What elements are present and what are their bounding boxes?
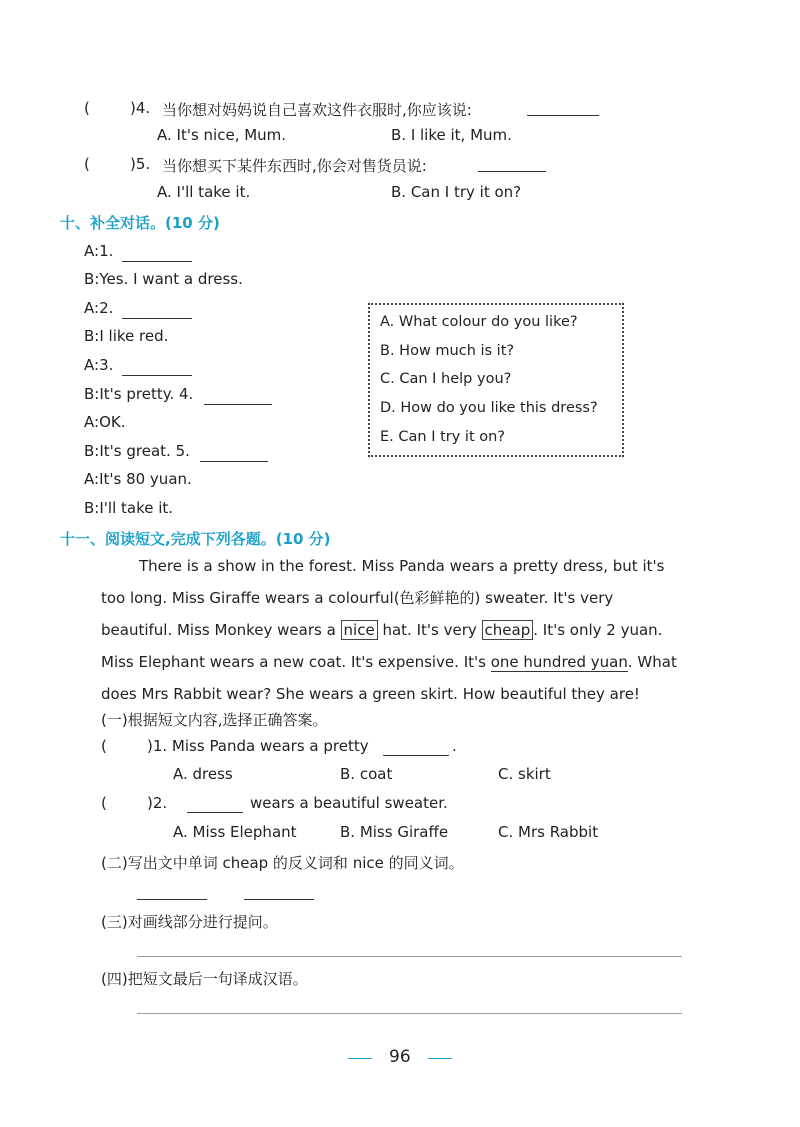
dialog-line: A:2. (84, 299, 114, 317)
antonym-blank[interactable] (137, 885, 207, 900)
answer-line-3[interactable] (137, 956, 682, 957)
page-number-dash-right (428, 1058, 452, 1059)
answer-line-4[interactable] (137, 1013, 682, 1014)
q4-number: )4. (130, 99, 151, 117)
r1-question: )1. Miss Panda wears a pretty (147, 737, 369, 755)
q5-blank[interactable] (478, 157, 546, 172)
part-3-title: (三)对画线部分进行提问。 (101, 913, 278, 931)
q4-blank[interactable] (527, 101, 599, 116)
q5-option-b: B. Can I try it on? (391, 183, 522, 201)
section-11-title: 十一、阅读短文,完成下列各题。(10 分) (60, 530, 331, 548)
r2-option-a: A. Miss Elephant (173, 823, 297, 841)
r1-paren: ( (101, 737, 107, 755)
dialog-line: A:It's 80 yuan. (84, 470, 192, 488)
r2-option-c: C. Mrs Rabbit (498, 823, 599, 841)
option-item: E. Can I try it on? (380, 429, 505, 445)
q5-number: )5. (130, 155, 151, 173)
q5-paren: ( (84, 155, 90, 173)
q5-text: 当你想买下某件东西时,你会对售货员说: (162, 157, 427, 175)
q4-option-a: A. It's nice, Mum. (157, 126, 287, 144)
r2-option-b: B. Miss Giraffe (340, 823, 449, 841)
dialog-line: A:OK. (84, 413, 126, 431)
passage-text: There is a show in the forest. Miss Panda wears a pretty dress, but it's too long. Miss Giraffe wears a colourful(色彩鲜艳的) sweater. It's very beautiful. Miss Monkey wears a (101, 557, 665, 639)
passage-text: hat. It's very (377, 621, 482, 639)
r1-option-b: B. coat (340, 765, 393, 783)
r1-option-c: C. skirt (498, 765, 551, 783)
dialog-blank-3[interactable] (122, 361, 192, 376)
part-4-title: (四)把短文最后一句译成汉语。 (101, 970, 308, 988)
word-cheap: cheap (482, 620, 534, 640)
page-number: 96 (389, 1047, 411, 1067)
option-item: A. What colour do you like? (380, 314, 578, 330)
part-1-title: (一)根据短文内容,选择正确答案。 (101, 711, 328, 729)
option-item: B. How much is it? (380, 343, 515, 359)
option-item: D. How do you like this dress? (380, 400, 598, 416)
passage-text: . It's only 2 yuan. Miss Elephant wears a new coat. It's expensive. It's (101, 621, 663, 671)
dialog-line: B:I like red. (84, 327, 169, 345)
passage-text: . What does Mrs Rabbit wear? She wears a green skirt. How beautiful they are! (101, 653, 677, 703)
part-2-title: (二)写出文中单词 cheap 的反义词和 nice 的同义词。 (101, 854, 464, 872)
word-nice: nice (341, 620, 378, 640)
underlined-price: one hundred yuan (490, 653, 628, 671)
q4-option-b: B. I like it, Mum. (391, 126, 512, 144)
options-box (368, 303, 624, 457)
dialog-line: A:3. (84, 356, 114, 374)
r2-blank[interactable] (187, 798, 243, 813)
r1-end: . (452, 737, 457, 755)
page-number-dash-left (348, 1058, 372, 1059)
dialog-line: B:I'll take it. (84, 499, 174, 517)
dialog-blank-2[interactable] (122, 304, 192, 319)
r2-question: )2. (147, 794, 168, 812)
q4-paren: ( (84, 99, 90, 117)
dialog-line: A:1. (84, 242, 114, 260)
q4-text: 当你想对妈妈说自己喜欢这件衣服时,你应该说: (162, 101, 472, 119)
dialog-blank-4[interactable] (204, 390, 272, 405)
synonym-blank[interactable] (244, 885, 314, 900)
r2-rest: wears a beautiful sweater. (250, 794, 448, 812)
dialog-line: B:Yes. I want a dress. (84, 270, 243, 288)
reading-passage (101, 550, 686, 710)
dialog-line: B:It's pretty. 4. (84, 385, 194, 403)
r1-blank[interactable] (383, 741, 449, 756)
dialog-blank-5[interactable] (200, 447, 268, 462)
section-10-title: 十、补全对话。(10 分) (60, 214, 220, 232)
option-item: C. Can I help you? (380, 371, 512, 387)
r1-option-a: A. dress (173, 765, 233, 783)
q5-option-a: A. I'll take it. (157, 183, 251, 201)
dialog-blank-1[interactable] (122, 247, 192, 262)
r2-paren: ( (101, 794, 107, 812)
dialog-line: B:It's great. 5. (84, 442, 190, 460)
